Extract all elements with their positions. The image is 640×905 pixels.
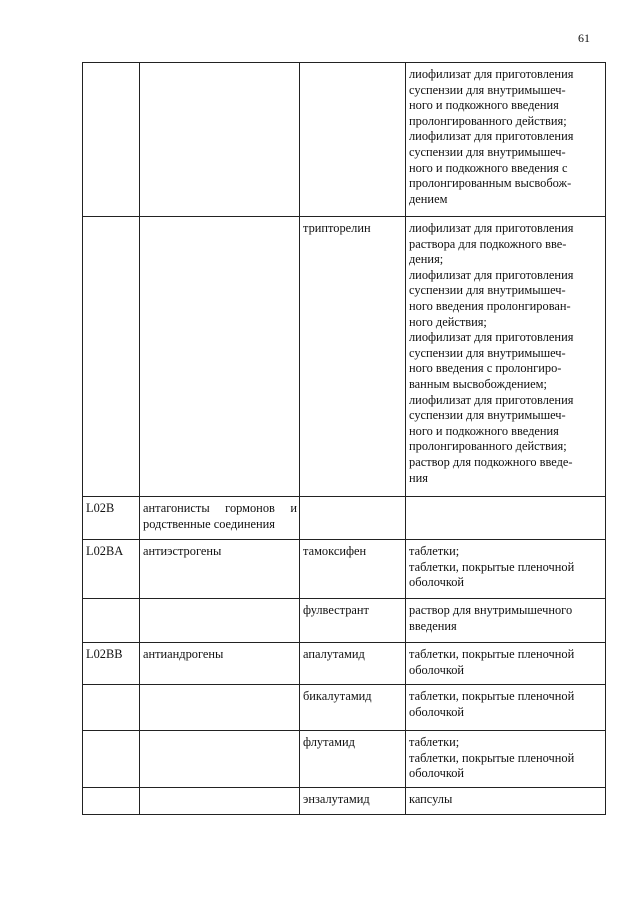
atc-code-cell — [83, 63, 140, 217]
table-row — [83, 540, 606, 599]
group-name-cell — [140, 63, 300, 217]
dosage-form-cell — [406, 497, 606, 540]
group-name-cell — [140, 685, 300, 731]
drug-name-cell: бикалутамид — [300, 685, 406, 731]
drug-name-cell: трипторелин — [300, 217, 406, 497]
drug-name-cell — [300, 497, 406, 540]
drug-name-cell: апалутамид — [300, 643, 406, 685]
dosage-form-cell: таблетки, покрытые пленочной оболочкой — [406, 643, 606, 685]
atc-code-cell — [83, 788, 140, 815]
group-name-cell: антиандрогены — [140, 643, 300, 685]
atc-code-cell — [83, 731, 140, 788]
group-name-cell: антагонисты гормонов и родственные соединения — [140, 497, 300, 540]
atc-code-cell: L02BB — [83, 643, 140, 685]
dosage-form-cell: таблетки; таблетки, покрытые пленочной оболочкой — [406, 731, 606, 788]
table-row — [83, 731, 606, 788]
table-row — [83, 217, 606, 497]
drug-table — [82, 62, 606, 815]
drug-name-cell: фулвестрант — [300, 599, 406, 643]
dosage-form-cell: таблетки, покрытые пленочной оболочкой — [406, 685, 606, 731]
drug-name-cell — [300, 63, 406, 217]
table-row — [83, 599, 606, 643]
group-name-cell — [140, 731, 300, 788]
table-row — [83, 685, 606, 731]
dosage-form-cell: таблетки; таблетки, покрытые пленочной оболочкой — [406, 540, 606, 599]
atc-code-cell — [83, 685, 140, 731]
table-row — [83, 643, 606, 685]
page-number: 61 — [578, 31, 590, 45]
table-row — [83, 497, 606, 540]
dosage-form-cell: раствор для внутримышечного введения — [406, 599, 606, 643]
dosage-form-cell: лиофилизат для приготовления суспензии для внутримышеч- ного и подкожного введения пролонгированного действия; лиофилизат для приготовления суспензии для внутримышеч- ного и подкожного введения с пролонгированным высвобож- дением — [406, 63, 606, 217]
group-name-cell — [140, 217, 300, 497]
atc-code-cell: L02B — [83, 497, 140, 540]
atc-code-cell: L02BA — [83, 540, 140, 599]
dosage-form-cell: капсулы — [406, 788, 606, 815]
atc-code-cell — [83, 217, 140, 497]
group-name-cell: антиэстрогены — [140, 540, 300, 599]
drug-name-cell: флутамид — [300, 731, 406, 788]
group-name-cell — [140, 788, 300, 815]
table-row — [83, 63, 606, 217]
table-row — [83, 788, 606, 815]
drug-name-cell: тамоксифен — [300, 540, 406, 599]
atc-code-cell — [83, 599, 140, 643]
group-name-cell — [140, 599, 300, 643]
dosage-form-cell: лиофилизат для приготовления раствора для подкожного вве- дения; лиофилизат для приготовления суспензии для внутримышеч- ного введения пролонгирован- ного действия; лиофилизат для приготовления суспензии для внутримышеч- ного введения с пролонгиро- ванным высвобождением; лиофилизат для приготовления суспензии для внутримышеч- ного и подкожного введения пролонгированного действия; раствор для подкожного введе- ния — [406, 217, 606, 497]
drug-name-cell: энзалутамид — [300, 788, 406, 815]
